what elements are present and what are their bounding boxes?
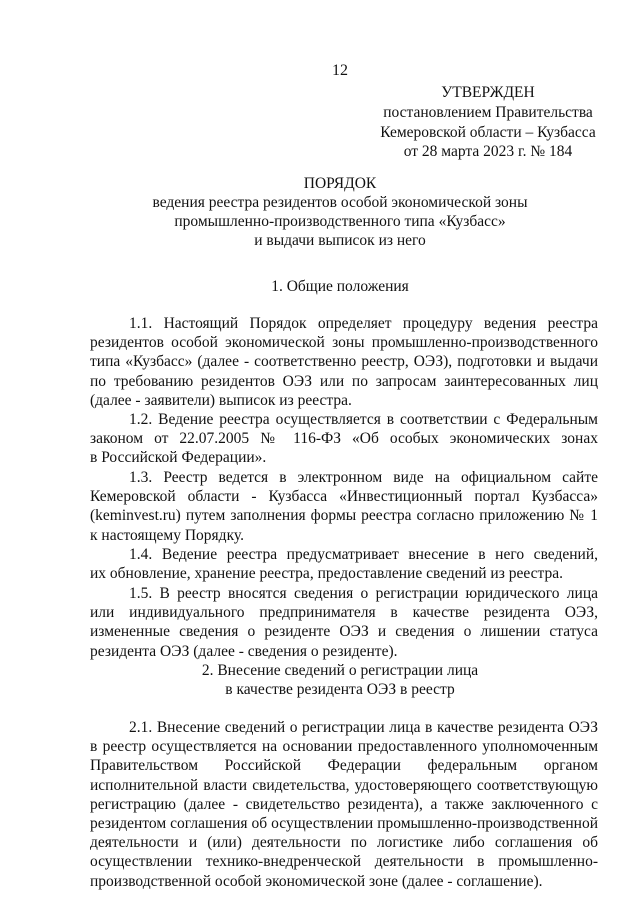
- text-line: 1.3. Реестр ведется в электронном виде на официальном сайте: [129, 469, 598, 486]
- paragraph-2-1: [90, 718, 598, 891]
- text-line: 1.2. Ведение реестра осуществляется в соответствии с Федеральным: [129, 411, 598, 428]
- paragraph-1-1: [90, 314, 598, 410]
- text-line: резидентом соглашения об осуществлении промышленно-производственной: [90, 815, 598, 833]
- paragraph-1-5: [90, 584, 598, 661]
- text-line: в реестр осуществляется на основании предоставленного уполномоченным: [90, 738, 598, 756]
- page-number: 12: [332, 62, 348, 79]
- paragraph-1-3: [90, 468, 598, 545]
- document-subtitle-2: промышленно-производственного типа «Кузбасс»: [174, 213, 506, 230]
- text-line: резидентов особой экономической зоны промышленно-производственного: [90, 334, 598, 352]
- section-2-heading: 2. Внесение сведений о регистрации лица: [201, 662, 479, 679]
- section-1-heading: 1. Общие положения: [271, 278, 409, 295]
- text-line: 1.5. В реестр вносятся сведения о регистрации юридического лица: [129, 585, 598, 602]
- approval-line-3: Кемеровской области – Кузбасса: [380, 124, 596, 141]
- text-line: или индивидуального предпринимателя в качестве резидента ОЭЗ,: [90, 604, 598, 622]
- approval-stamp-title: УТВЕРЖДЕН: [441, 84, 535, 101]
- text-line: деятельности и (или) деятельности по логистике либо соглашения об: [90, 834, 598, 852]
- text-line: в Российской Федерации».: [90, 449, 267, 467]
- text-line: резидента ОЭЗ (далее - сведения о резиденте).: [90, 642, 398, 660]
- text-line: (далее - заявители) выписок из реестра.: [90, 391, 352, 409]
- approval-line-4: от 28 марта 2023 г. № 184: [403, 143, 573, 160]
- text-line: производственной особой экономической зоне (далее - соглашение).: [90, 872, 543, 890]
- text-line: (keminvest.ru) путем заполнения формы реестра согласно приложению № 1: [90, 507, 598, 525]
- text-line: к настоящему Порядку.: [90, 526, 244, 544]
- document-subtitle-1: ведения реестра резидентов особой экономической зоны: [152, 194, 528, 211]
- paragraph-1-2: [90, 410, 598, 468]
- text-line: исполнительной власти свидетельства, удостоверяющего соответствующую: [90, 776, 598, 794]
- text-line: 1.1. Настоящий Порядок определяет процедуру ведения реестра: [129, 315, 598, 332]
- paragraph-1-4: [90, 545, 598, 583]
- document-title: ПОРЯДОК: [303, 175, 377, 192]
- text-line: измененные сведения о резиденте ОЭЗ и сведения о лишении статуса: [90, 623, 598, 641]
- approval-line-2: постановлением Правительства: [383, 104, 593, 121]
- text-line: 2.1. Внесение сведений о регистрации лица в качестве резидента ОЭЗ: [129, 719, 598, 736]
- text-line: их обновление, хранение реестра, предоставление сведений из реестра.: [90, 565, 563, 583]
- text-line: 1.4. Ведение реестра предусматривает внесение в него сведений,: [129, 546, 598, 563]
- text-line: Кемеровской области - Кузбасса «Инвестиционный портал Кузбасса»: [90, 488, 598, 506]
- text-line: Правительством Российской Федерации федеральным органом: [90, 757, 598, 775]
- text-line: регистрацию (далее - свидетельство резидента), а также заключенного с: [90, 795, 598, 813]
- text-line: типа «Кузбасс» (далее - соответственно реестр, ОЭЗ), подготовки и выдачи: [90, 353, 598, 371]
- section-2-heading-line-2: в качестве резидента ОЭЗ в реестр: [225, 681, 455, 698]
- text-line: законом от 22.07.2005 № 116-ФЗ «Об особых экономических зонах: [90, 430, 598, 448]
- text-line: по требованию резидентов ОЭЗ или по запросам заинтересованных лиц: [90, 372, 598, 390]
- document-subtitle-3: и выдачи выписок из него: [254, 232, 426, 249]
- text-line: осуществлении технико-внедренческой деятельности в промышленно-: [90, 853, 598, 871]
